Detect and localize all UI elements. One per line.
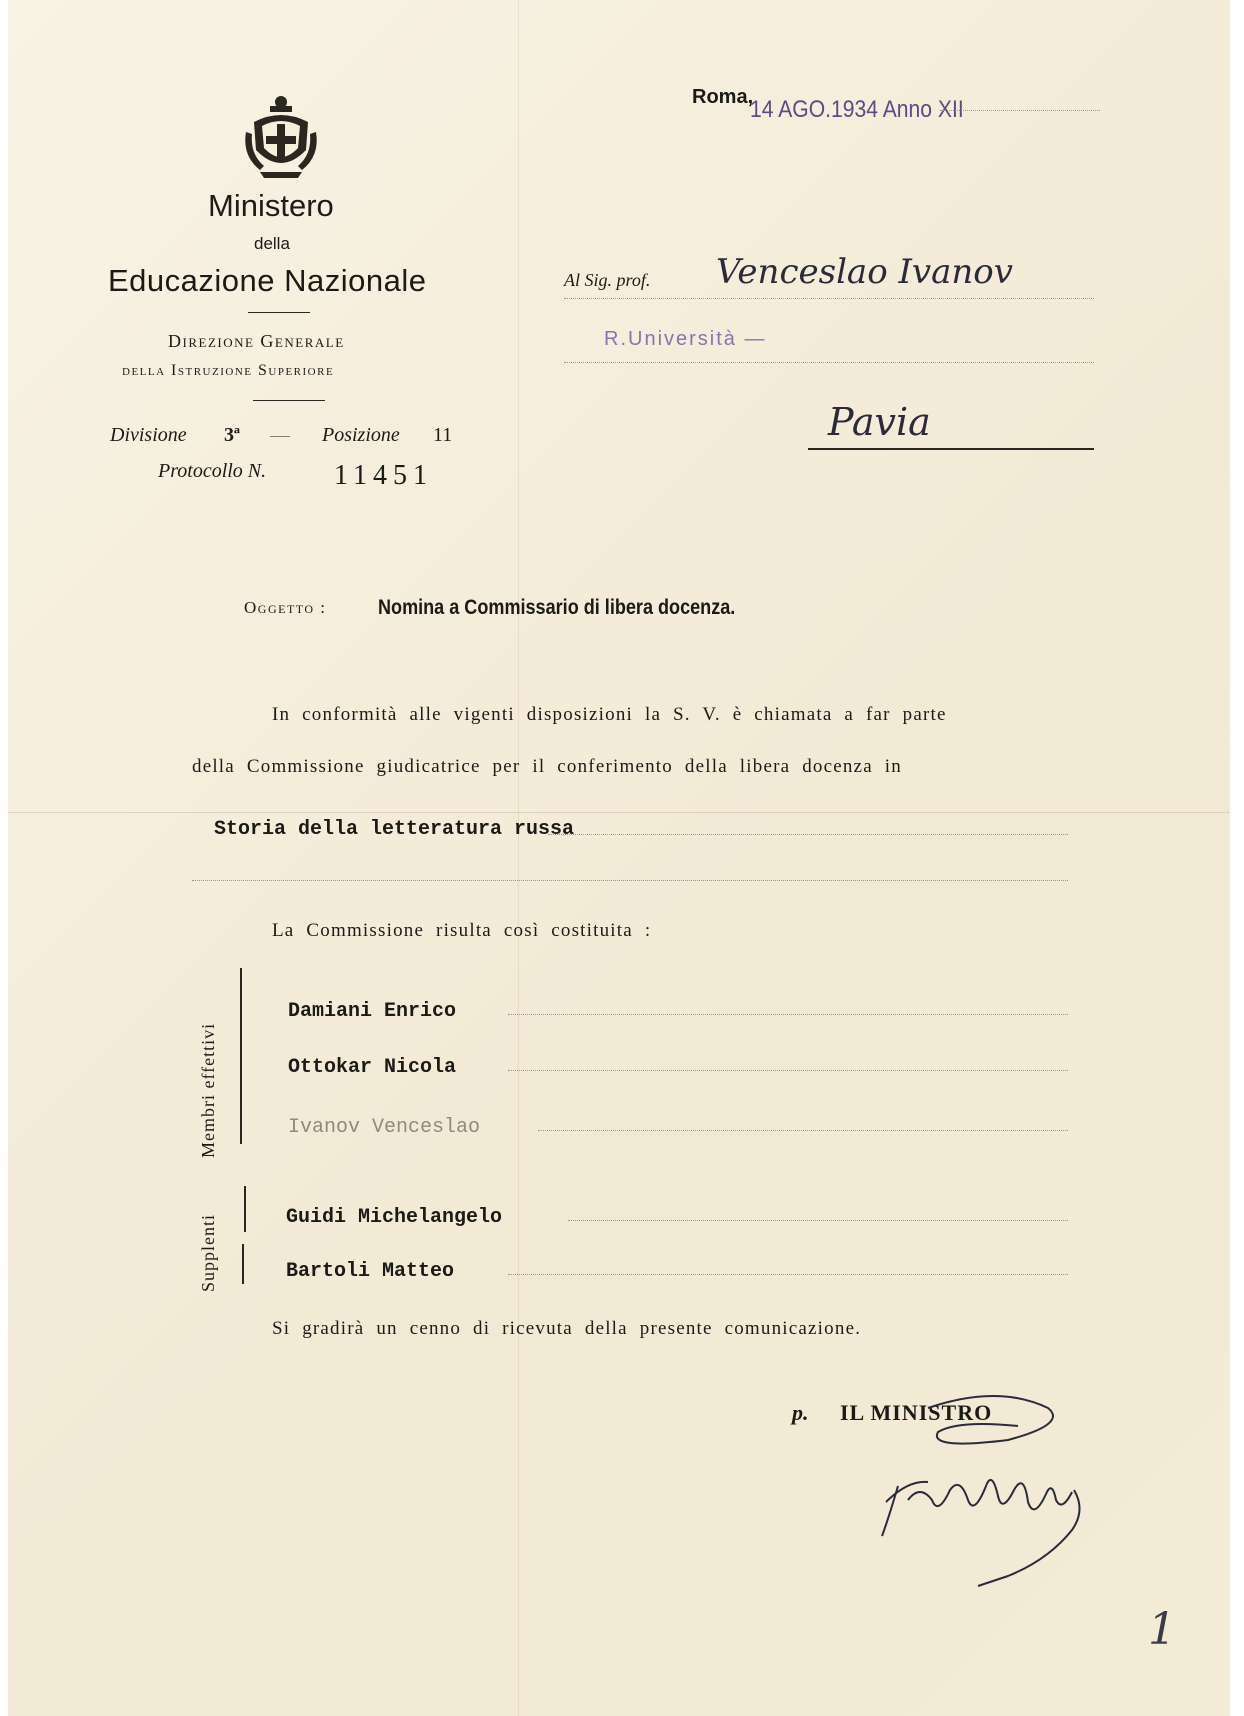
date-stamp: 14 AGO.1934 Anno XII bbox=[750, 96, 964, 123]
direction-line-1: Direzione Generale bbox=[168, 331, 345, 351]
date-city: Roma, bbox=[692, 86, 754, 108]
member-1: Damiani Enrico bbox=[288, 1000, 457, 1023]
addressee-name: Venceslao Ivanov bbox=[716, 252, 1013, 292]
handwritten-signature bbox=[868, 1390, 1118, 1590]
page-number-mark: 1 bbox=[1148, 1604, 1176, 1655]
member-2: Ottokar Nicola bbox=[288, 1056, 457, 1079]
subject-text: Nomina a Commissario di libera docenza. bbox=[378, 596, 736, 619]
date-dotted-line bbox=[940, 110, 1100, 111]
university-stamp: R.Università — bbox=[604, 328, 767, 350]
division-value: 3ª bbox=[224, 424, 240, 446]
substitute-1-line bbox=[568, 1220, 1068, 1221]
division-dash: — bbox=[270, 424, 290, 446]
letterhead-divider bbox=[248, 312, 310, 313]
closing-line: Si gradirà un cenno di ricevuta della presente comunicazione. bbox=[272, 1318, 862, 1339]
substitute-2: Bartoli Matteo bbox=[286, 1260, 455, 1283]
subject-label: Oggetto : bbox=[244, 598, 327, 617]
addressee-city: Pavia bbox=[828, 400, 931, 444]
addressee-prefix: Al Sig. prof. bbox=[564, 270, 651, 290]
division-label: Divisione bbox=[110, 424, 187, 446]
signature-title: IL MINISTRO bbox=[840, 1400, 993, 1425]
addressee-city-underline bbox=[808, 448, 1094, 450]
coat-of-arms-icon bbox=[240, 92, 322, 182]
substitute-2-line bbox=[508, 1274, 1068, 1275]
protocol-label: Protocollo N. bbox=[158, 460, 267, 482]
position-label: Posizione bbox=[322, 424, 400, 446]
paper-fold-vertical bbox=[518, 0, 519, 1716]
signature-p: p. bbox=[792, 1400, 809, 1425]
letter-page bbox=[8, 0, 1230, 1716]
members-bracket bbox=[240, 968, 242, 1144]
substitutes-bracket-2 bbox=[242, 1244, 244, 1284]
protocol-number: 11451 bbox=[334, 460, 433, 491]
substitutes-label: Supplenti bbox=[198, 1213, 218, 1292]
member-3-line bbox=[538, 1130, 1068, 1131]
substitute-1: Guidi Michelangelo bbox=[286, 1206, 503, 1229]
position-value: 11 bbox=[433, 424, 453, 446]
ministry-title: Ministero bbox=[208, 188, 334, 223]
body-line-1: In conformità alle vigenti disposizioni la S. V. è chiamata a far parte bbox=[272, 704, 947, 725]
addressee-line-1 bbox=[564, 298, 1094, 299]
discipline: Storia della letteratura russa bbox=[214, 818, 575, 841]
discipline-dotted-line-2 bbox=[192, 880, 1068, 881]
member-3: Ivanov Venceslao bbox=[288, 1116, 481, 1139]
addressee-line-2 bbox=[564, 362, 1094, 363]
commission-intro: La Commissione risulta così costituita : bbox=[272, 920, 652, 941]
substitutes-bracket-1 bbox=[244, 1186, 246, 1232]
paper-fold-horizontal bbox=[8, 812, 1230, 813]
direction-line-2: della Istruzione Superiore bbox=[122, 362, 335, 379]
member-1-line bbox=[508, 1014, 1068, 1015]
ministry-name: Educazione Nazionale bbox=[108, 263, 427, 298]
members-label: Membri effettivi bbox=[198, 1022, 218, 1158]
discipline-dotted-line bbox=[548, 834, 1068, 835]
ministry-della: della bbox=[254, 234, 290, 253]
direction-divider bbox=[253, 400, 325, 401]
member-2-line bbox=[508, 1070, 1068, 1071]
body-line-2: della Commissione giudicatrice per il conferimento della libera docenza in bbox=[192, 756, 902, 777]
